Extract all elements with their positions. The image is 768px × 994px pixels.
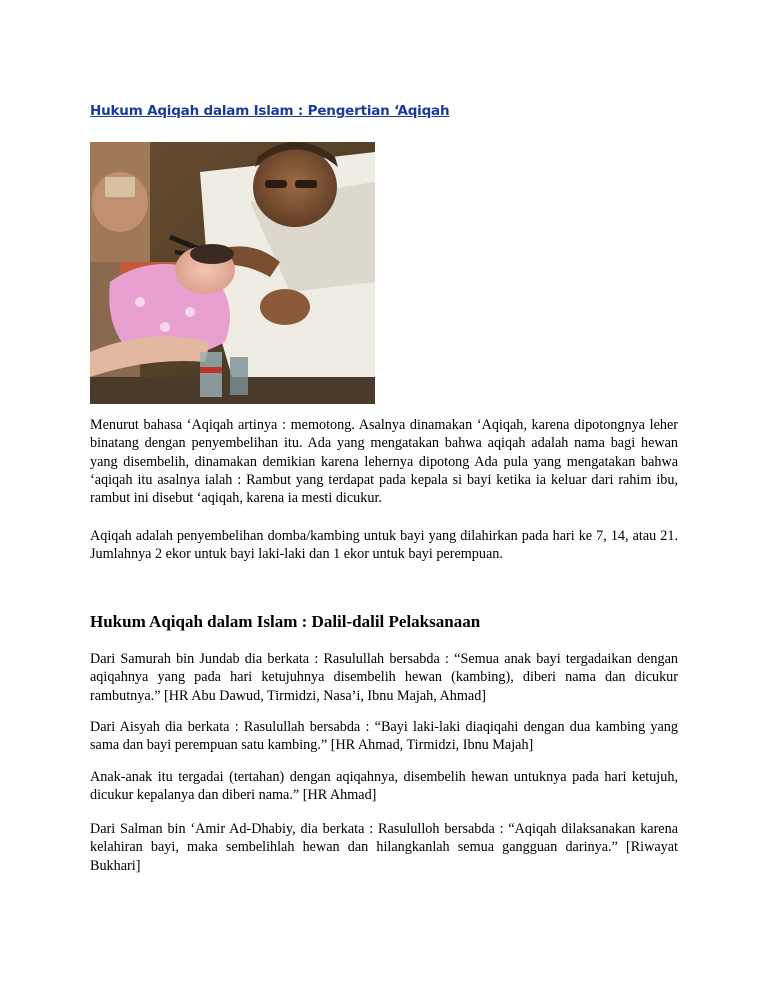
article-photo xyxy=(90,142,375,404)
paragraph-hadith-ahmad: Anak-anak itu tergadai (tertahan) dengan aqiqahnya, disembelih hewan untuknya pada hari ketujuh, dicukur kepalanya dan diberi nama.” [HR Ahmad] xyxy=(90,769,678,804)
paragraph-hadith-samurah: Dari Samurah bin Jundab dia berkata : Rasulullah bersabda : “Semua anak bayi tergadaikan dengan aqiqahnya yang pada hari ketujuhnya disembelih hewan (kambing), diberi nama dan dicukur rambutnya.” [HR Abu Dawud, Tirmidzi, Nasa’i, Ibnu Majah, Ahmad] xyxy=(90,651,678,704)
paragraph-hadith-salman: Dari Salman bin ‘Amir Ad-Dhabiy, dia berkata : Rasululloh bersabda : “Aqiqah dilaksanakan karena kelahiran bayi, maka sembelihlah hewan dan hilangkanlah semua gangguan darinya.” [Riwayat Bukhari] xyxy=(90,821,678,874)
title-link[interactable]: Hukum Aqiqah dalam Islam : Pengertian ‘Aqiqah xyxy=(90,103,450,119)
photo-baby-hair-shaving-icon xyxy=(90,142,375,404)
paragraph-aqiqah-count: Aqiqah adalah penyembelihan domba/kambing untuk bayi yang dilahirkan pada hari ke 7, 14, atau 21. Jumlahnya 2 ekor untuk bayi laki-laki dan 1 ekor untuk bayi perempuan. xyxy=(90,528,678,563)
paragraph-definition: Menurut bahasa ‘Aqiqah artinya : memotong. Asalnya dinamakan ‘Aqiqah, karena dipotongnya leher binatang dengan penyembelihan itu. Ada yang mengatakan bahwa aqiqah adalah nama bagi hewan yang disembelih, dinamakan demikian karena lehernya dipotong Ada pula yang mengatakan bahwa ‘aqiqah itu asalnya ialah : Rambut yang terdapat pada kepala si bayi ketika ia keluar dari rahim ibu, rambut ini disebut ‘aqiqah, karena ia mesti dicukur. xyxy=(90,417,678,507)
paragraph-hadith-aisyah: Dari Aisyah dia berkata : Rasulullah bersabda : “Bayi laki-laki diaqiqahi dengan dua kambing yang sama dan bayi perempuan satu kambing.” [HR Ahmad, Tirmidzi, Ibnu Majah] xyxy=(90,719,678,754)
section-heading-dalil: Hukum Aqiqah dalam Islam : Dalil-dalil Pelaksanaan xyxy=(90,612,481,631)
